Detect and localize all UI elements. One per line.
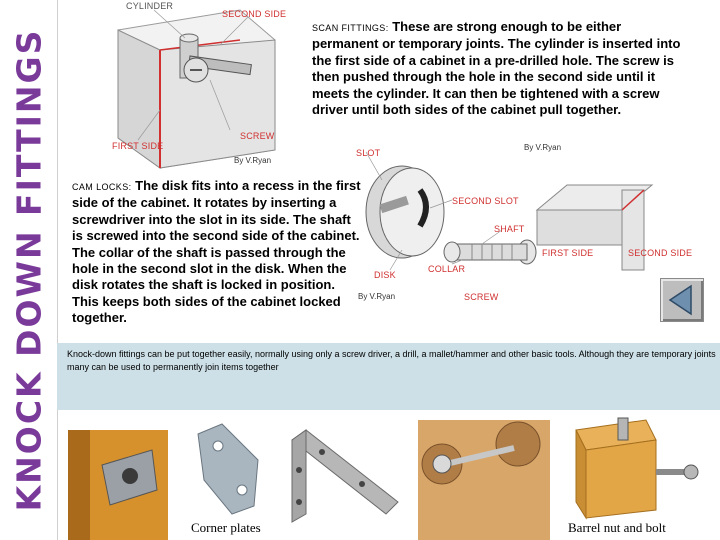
label-second-side-cam: SECOND SIDE xyxy=(628,248,693,258)
info-band xyxy=(57,343,720,410)
cam-locks-label: CAM LOCKS: xyxy=(72,182,132,192)
info-band-text: Knock-down fittings can be put together easily, normally using only a screw driver, a drill, a mallet/hammer and other basic tools. Although they are temporary joints many can be used to permanently join items together xyxy=(67,349,716,372)
sidebar xyxy=(0,0,58,540)
label-screw: SCREW xyxy=(240,131,275,141)
scan-fittings-text: These are strong enough to be either permanent or temporary joints. The cylinder is inserted into the first side of a cabinet in a pre-drilled hole. The screw is then pushed through the hole in the second side until it meets the cylinder. It can then be tightened with a screw driver until both sides of the cabinet pull together. xyxy=(312,19,681,118)
caption-barrel-nut: Barrel nut and bolt xyxy=(568,520,666,535)
previous-slide-button[interactable] xyxy=(660,278,704,322)
cam-locks-paragraph xyxy=(72,178,364,327)
scan-fitting-diagram xyxy=(100,0,310,170)
photo-cam-lock xyxy=(62,410,180,540)
photo-cam-fitting xyxy=(418,410,550,540)
cam-locks-text: The disk fits into a recess in the first side of the cabinet. It rotates by inserting a screwdriver into the slot in its side. The shaft is screwed into the second side of the cabinet. The collar of the shaft is passed through the hole in the second slot in the disk. When the disk rotates the shaft is locked in position. This keeps both sides of the cabinet locked together. xyxy=(72,178,361,326)
caption-corner-plates: Corner plates xyxy=(191,520,261,535)
label-second-side: SECOND SIDE xyxy=(222,9,287,19)
scan-credit: By V.Ryan xyxy=(234,156,272,165)
label-disk: DISK xyxy=(374,270,396,280)
scan-fittings-paragraph xyxy=(312,19,682,118)
label-second-slot: SECOND SLOT xyxy=(452,196,519,206)
label-shaft: SHAFT xyxy=(494,224,525,234)
cam-credit-top: By V.Ryan xyxy=(524,143,562,152)
photo-corner-plate-2 xyxy=(282,410,410,540)
sidebar-title: KNOCK DOWN FITTINGS xyxy=(9,28,49,512)
label-first-side: FIRST SIDE xyxy=(112,141,164,151)
scan-fittings-label: SCAN FITTINGS: xyxy=(312,23,389,33)
label-collar: COLLAR xyxy=(428,264,466,274)
label-slot: SLOT xyxy=(356,148,381,158)
label-cylinder: CYLINDER xyxy=(126,1,174,11)
label-first-side-cam: FIRST SIDE xyxy=(542,248,594,258)
previous-triangle-icon xyxy=(661,279,703,321)
label-screw-cam: SCREW xyxy=(464,292,499,302)
cam-credit-bottom: By V.Ryan xyxy=(358,292,396,301)
